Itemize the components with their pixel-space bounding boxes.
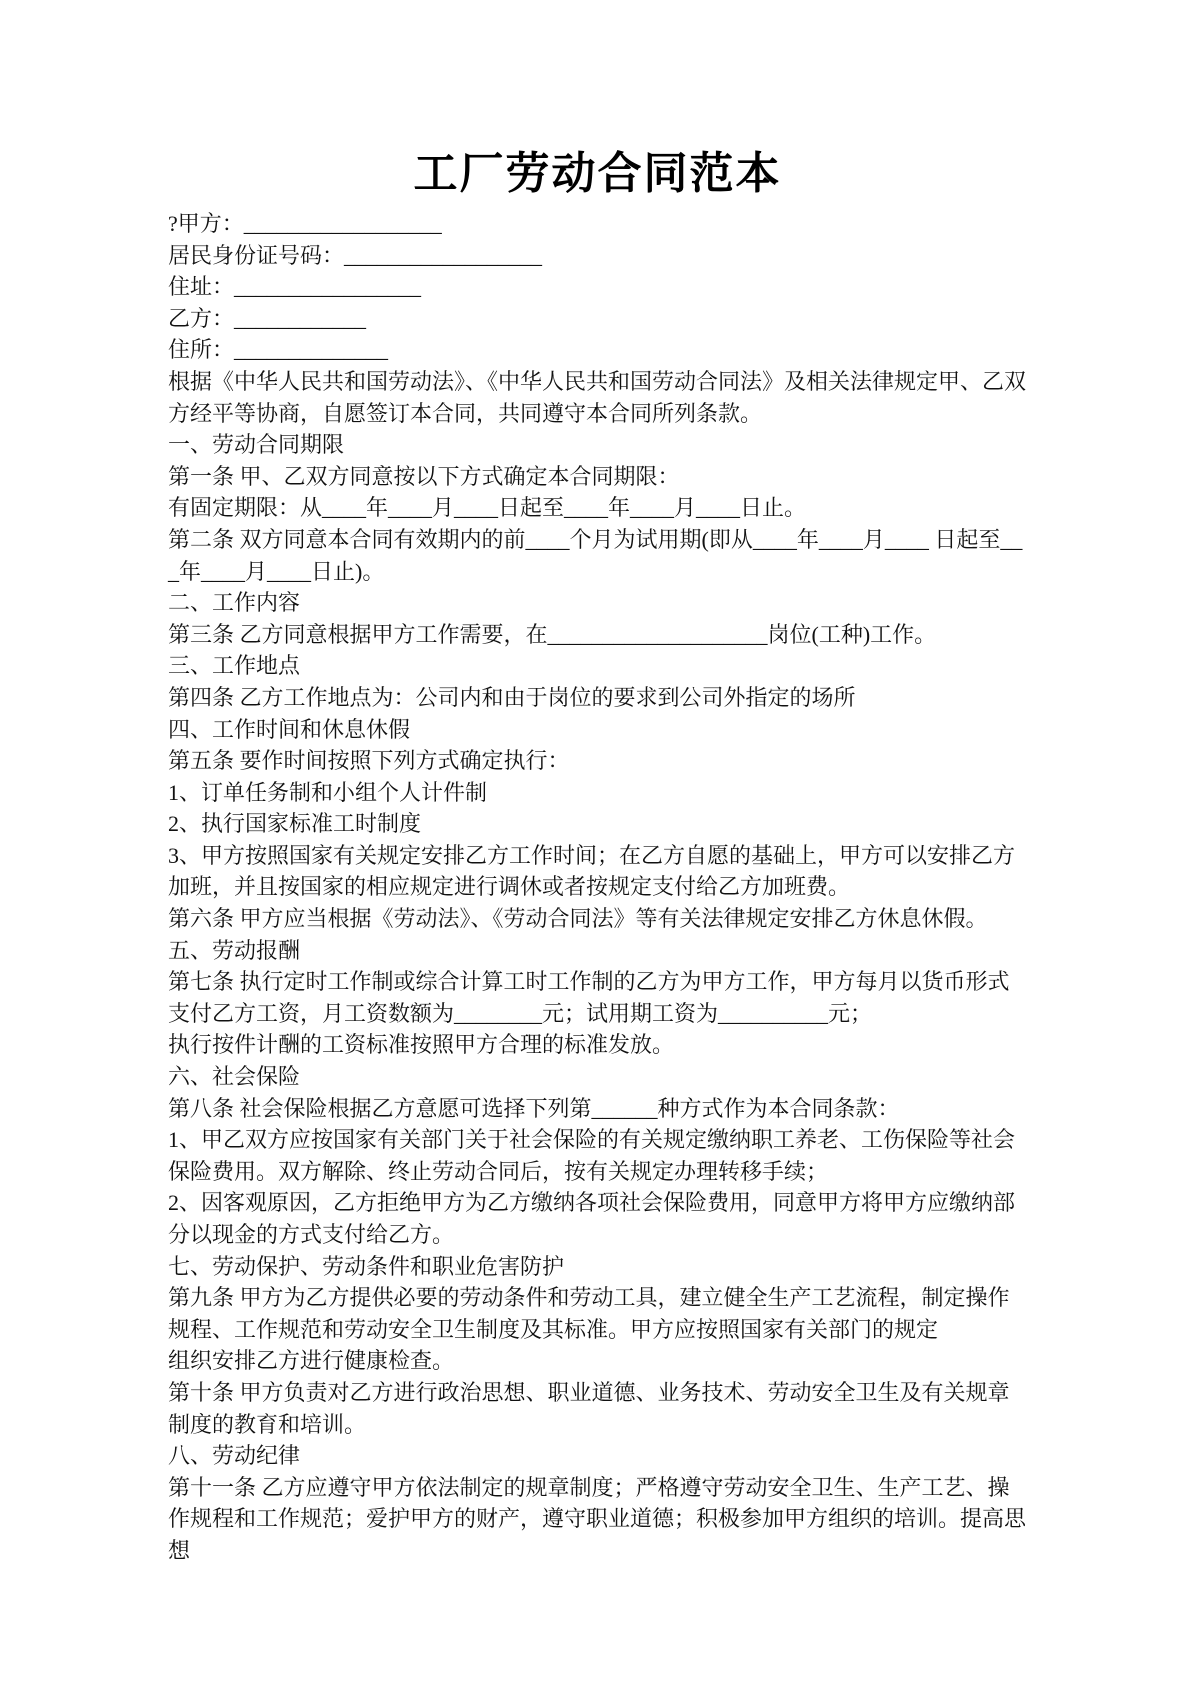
- contract-paragraph: 八、劳动纪律: [168, 1443, 301, 1469]
- contract-paragraph: 执行按件计酬的工资标准按照甲方合理的标准发放。: [168, 1032, 675, 1058]
- contract-paragraph: 一、劳动合同期限: [168, 432, 345, 458]
- contract-paragraph: 六、社会保险: [168, 1064, 301, 1090]
- contract-paragraph: 有固定期限：从____年____月____日起至____年____月____日止。: [168, 495, 807, 521]
- contract-paragraph: 第六条 甲方应当根据《劳动法》、《劳动合同法》等有关法律规定安排乙方休息休假。: [168, 906, 988, 932]
- contract-paragraph: 组织安排乙方进行健康检查。: [168, 1348, 455, 1374]
- document-body: [168, 208, 1027, 1567]
- contract-paragraph: 乙方：____________: [168, 305, 367, 331]
- contract-paragraph: 1、甲乙双方应按国家有关部门关于社会保险的有关规定缴纳职工养老、工伤保险等社会保险费用。双方解除、终止劳动合同后，按有关规定办理转移手续；: [168, 1127, 1016, 1184]
- contract-paragraph: 1、订单任务制和小组个人计件制: [168, 779, 488, 805]
- contract-paragraph: 住所：______________: [168, 337, 389, 363]
- contract-paragraph: 第三条 乙方同意根据甲方工作需要，在____________________岗位(工种)工作。: [168, 621, 937, 647]
- contract-paragraph: 第一条 甲、乙双方同意按以下方式确定本合同期限：: [168, 463, 680, 489]
- contract-paragraph: 第四条 乙方工作地点为：公司内和由于岗位的要求到公司外指定的场所: [168, 684, 856, 710]
- contract-paragraph: 2、因客观原因，乙方拒绝甲方为乙方缴纳各项社会保险费用，同意甲方将甲方应缴纳部分以现金的方式支付给乙方。: [168, 1190, 1016, 1247]
- contract-paragraph: 第九条 甲方为乙方提供必要的劳动条件和劳动工具，建立健全生产工艺流程，制定操作规程、工作规范和劳动安全卫生制度及其标准。甲方应按照国家有关部门的规定: [168, 1285, 1010, 1342]
- contract-paragraph: 三、工作地点: [168, 653, 301, 679]
- document-title: 工厂劳动合同范本: [413, 149, 782, 198]
- contract-paragraph: 第八条 社会保险根据乙方意愿可选择下列第______种方式作为本合同条款：: [168, 1095, 900, 1121]
- contract-paragraph: 四、工作时间和休息休假: [168, 716, 411, 742]
- contract-paragraph: 第二条 双方同意本合同有效期内的前____个月为试用期(即从____年____月____ 日起至___年____月____日止)。: [168, 526, 1023, 584]
- contract-paragraph: 二、工作内容: [168, 590, 301, 616]
- contract-paragraph: 第七条 执行定时工作制或综合计算工时工作制的乙方为甲方工作，甲方每月以货币形式支付乙方工资，月工资数额为________元；试用期工资为__________元；: [168, 969, 1010, 1026]
- contract-paragraph: ?甲方：__________________: [168, 211, 442, 236]
- contract-paragraph: 第十一条 乙方应遵守甲方依法制定的规章制度；严格遵守劳动安全卫生、生产工艺、操作规程和工作规范；爱护甲方的财产，遵守职业道德；积极参加甲方组织的培训。提高思想: [168, 1474, 1027, 1563]
- contract-paragraph: 根据《中华人民共和国劳动法》、《中华人民共和国劳动合同法》及相关法律规定甲、乙双方经平等协商，自愿签订本合同，共同遵守本合同所列条款。: [168, 368, 1027, 426]
- contract-paragraph: 第十条 甲方负责对乙方进行政治思想、职业道德、业务技术、劳动安全卫生及有关规章制度的教育和培训。: [168, 1379, 1010, 1437]
- contract-paragraph: 住址：_________________: [168, 274, 422, 300]
- contract-paragraph: 七、劳动保护、劳动条件和职业危害防护: [168, 1253, 565, 1279]
- contract-paragraph: 3、甲方按照国家有关规定安排乙方工作时间；在乙方自愿的基础上，甲方可以安排乙方加班，并且按国家的相应规定进行调休或者按规定支付给乙方加班费。: [168, 842, 1016, 900]
- contract-paragraph: 第五条 要作时间按照下列方式确定执行：: [168, 748, 570, 774]
- contract-paragraph: 五、劳动报酬: [168, 937, 301, 963]
- contract-paragraph: 2、执行国家标准工时制度: [168, 811, 422, 837]
- contract-paragraph: 居民身份证号码：__________________: [168, 242, 543, 268]
